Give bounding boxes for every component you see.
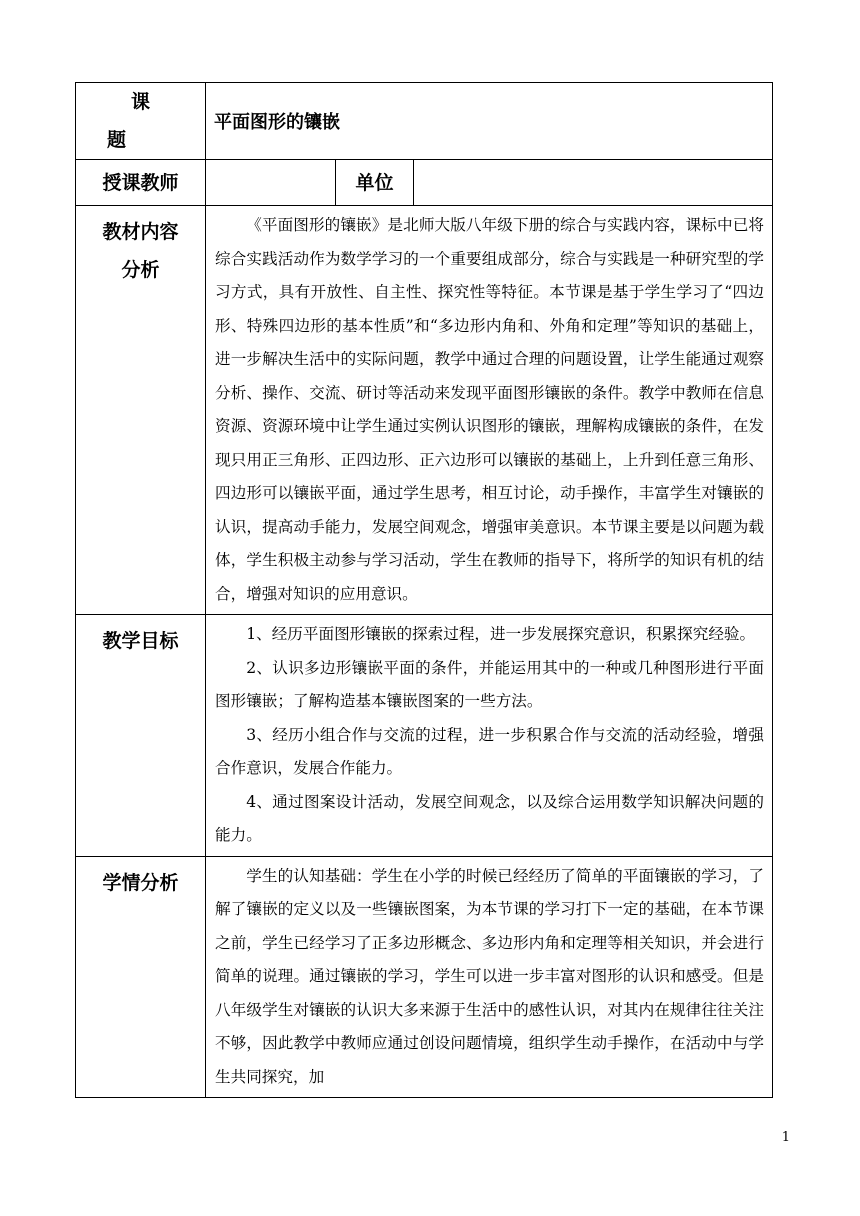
teacher-row [76, 160, 773, 206]
course-row [76, 83, 773, 160]
course-label-cell [76, 83, 206, 160]
students-row [76, 856, 773, 1098]
analysis-label-line1: 教材内容 [102, 221, 179, 243]
objective-item: 4、通过图案设计活动，发展空间观念，以及综合运用数学知识解决问题的能力。 [215, 792, 764, 844]
analysis-row [76, 206, 773, 615]
students-paragraph: 学生的认知基础：学生在小学的时候已经经历了简单的平面镶嵌的学习，了解了镶嵌的定义以及一些镶嵌图案，为本节课的学习打下一定的基础，在本节课之前，学生已经学习了正多边形概念、多边形内角和定理等相关知识，并会进行简单的说理。通过镶嵌的学习，学生可以进一步丰富对图形的认识和感受。但是八年级学生对镶嵌的认识大多来源于生活中的感性认识，对其内在规律往往关注不够，因此教学中教师应通过创设问题情境，组织学生动手操作，在活动中与学生共同探究，加 [215, 866, 764, 1086]
course-label: 课 题 [106, 91, 198, 151]
unit-label: 单位 [336, 160, 414, 206]
analysis-label-cell [76, 206, 206, 615]
course-title: 平面图形的镶嵌 [206, 83, 773, 160]
objectives-content [206, 615, 773, 857]
teacher-value [206, 160, 336, 206]
objective-item: 3、经历小组合作与交流的过程，进一步积累合作与交流的活动经验，增强合作意识，发展合作能力。 [215, 725, 764, 777]
objectives-label: 教学目标 [76, 615, 206, 857]
objective-item: 2、认识多边形镶嵌平面的条件，并能运用其中的一种或几种图形进行平面图形镶嵌；了解构造基本镶嵌图案的一些方法。 [215, 658, 764, 710]
lesson-plan-table [75, 82, 773, 1098]
objective-item: 1、经历平面图形镶嵌的探索过程，进一步发展探究意识，积累探究经验。 [246, 625, 756, 643]
students-content [206, 856, 773, 1098]
analysis-paragraph: 《平面图形的镶嵌》是北师大版八年级下册的综合与实践内容，课标中已将综合实践活动作为数学学习的一个重要组成部分，综合与实践是一种研究型的学习方式，具有开放性、自主性、探究性等特征。本节课是基于学生学习了“四边形、特殊四边形的基本性质”和“多边形内角和、外角和定理”等知识的基础上，进一步解决生活中的实际问题，教学中通过合理的问题设置，让学生能通过观察分析、操作、交流、研讨等活动来发现平面图形镶嵌的条件。教学中教师在信息资源、资源环境中让学生通过实例认识图形的镶嵌，理解构成镶嵌的条件，在发现只用正三角形、正四边形、正六边形可以镶嵌的基础上，上升到任意三角形、四边形可以镶嵌平面，通过学生思考，相互讨论，动手操作，丰富学生对镶嵌的认识，提高动手能力，发展空间观念，增强审美意识。本节课主要是以问题为载体，学生积极主动参与学习活动，学生在教师的指导下，将所学的知识有机的结合，增强对知识的应用意识。 [215, 216, 764, 603]
unit-value [414, 160, 773, 206]
teacher-label: 授课教师 [76, 160, 206, 206]
students-label: 学情分析 [76, 856, 206, 1098]
objectives-row [76, 615, 773, 857]
analysis-content [206, 206, 773, 615]
page-number: 1 [781, 1130, 790, 1145]
analysis-label-line2: 分析 [121, 259, 160, 281]
